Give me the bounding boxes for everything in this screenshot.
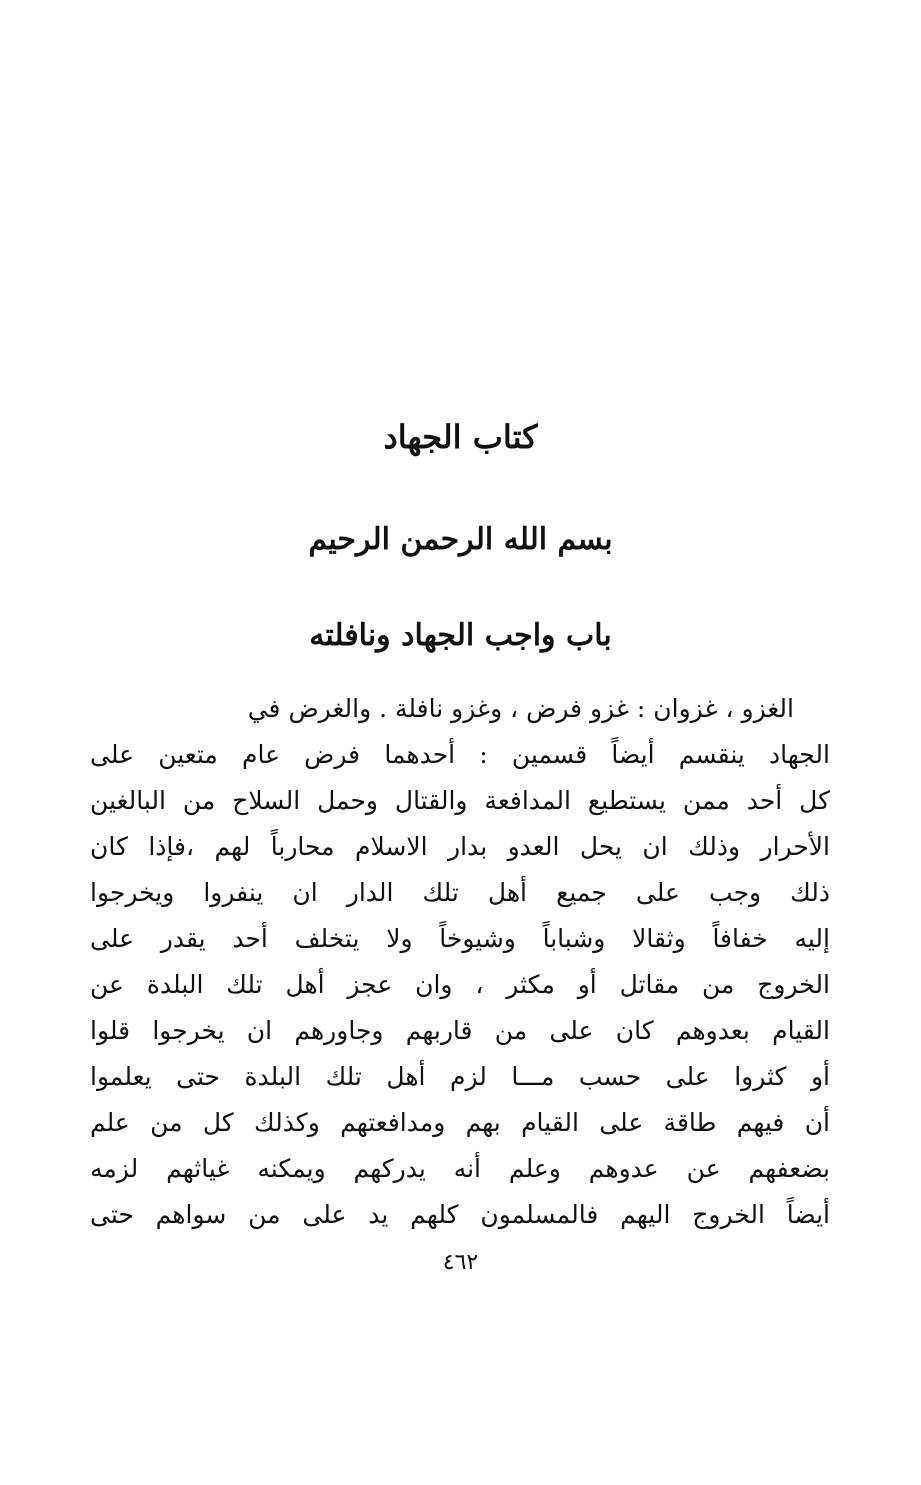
book-title: كتاب الجهاد: [383, 418, 538, 456]
paragraph-line: الخروج من مقاتل أو مكثر ، وان عجز أهل تلك البلدة عن: [90, 970, 830, 999]
paragraph-line: أيضاً الخروج اليهم فالمسلمون كلهم يد على من سواهم حتى: [90, 1200, 830, 1229]
paragraph-line: الجهاد ينقسم أيضاً قسمين : أحدهما فرض عام متعين على: [90, 740, 830, 769]
paragraph-line: كل أحد ممن يستطيع المدافعة والقتال وحمل السلاح من البالغين: [90, 786, 830, 815]
paragraph-line: القيام بعدوهم كان على من قاربهم وجاورهم ان يخرجوا قلوا: [90, 1016, 830, 1045]
paragraph-line: الأحرار وذلك ان يحل العدو بدار الاسلام محارباً لهم ،فإذا كان: [90, 832, 830, 861]
paragraph-line: بضعفهم عن عدوهم وعلم أنه يدركهم ويمكنه غياثهم لزمه: [90, 1154, 830, 1183]
paragraph-line: الغزو ، غزوان : غزو فرض ، وغزو نافلة . والغرض في: [247, 694, 794, 723]
basmala-heading: بسم الله الرحمن الرحيم: [308, 522, 613, 557]
paragraph-line: إليه خفافاً وثقالا وشباباً وشيوخاً ولا يتخلف أحد يقدر على: [90, 924, 830, 953]
chapter-title: باب واجب الجهاد ونافلته: [309, 618, 612, 653]
paragraph: [90, 686, 830, 1238]
paragraph-line: أو كثروا على حسب مـــا لزم أهل تلك البلدة حتى يعلموا: [90, 1062, 830, 1091]
paragraph-line: ذلك وجب على جميع أهل تلك الدار ان ينفروا ويخرجوا: [90, 878, 830, 907]
page-number: ٤٦٢: [442, 1250, 479, 1275]
paragraph-line: أن فيهم طاقة على القيام بهم ومدافعتهم وكذلك كل من علم: [90, 1108, 830, 1137]
